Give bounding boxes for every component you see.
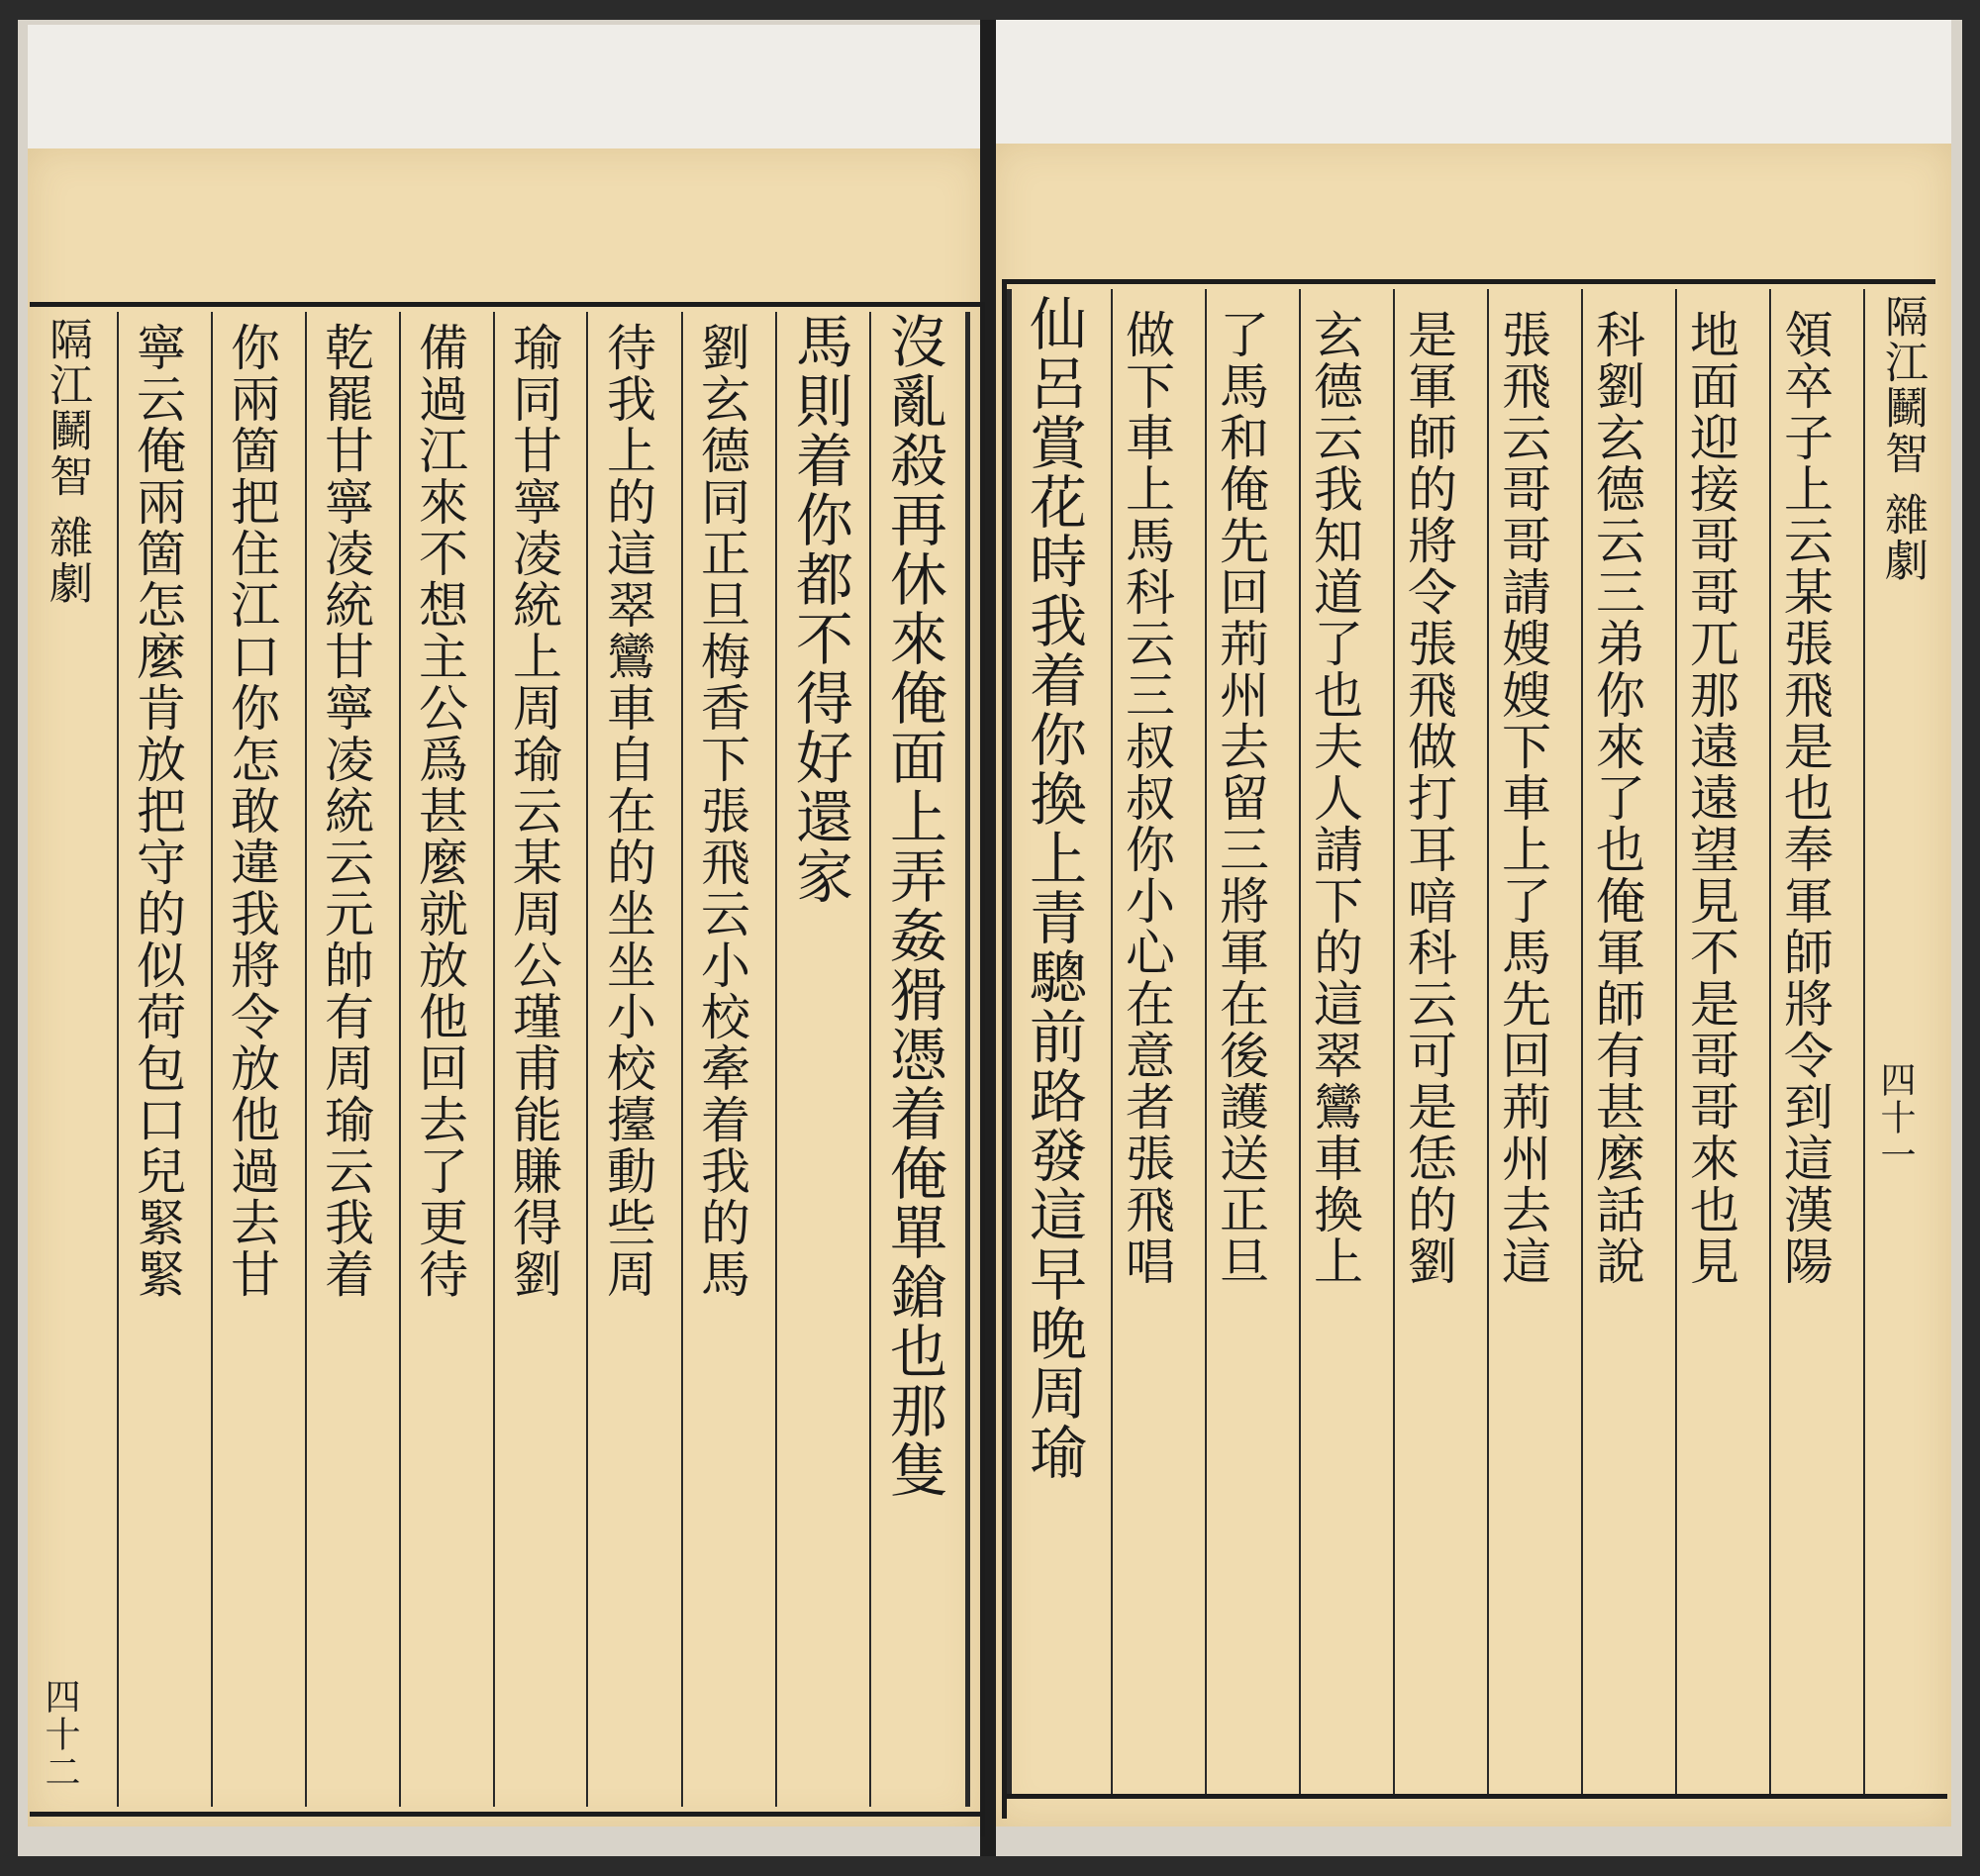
folio-number: 四十一 <box>1875 1061 1916 1174</box>
folio-number: 四十二 <box>40 1678 80 1791</box>
text-column <box>785 312 869 1807</box>
column-rule <box>1205 289 1207 1794</box>
left-page-top-margin <box>28 25 983 148</box>
column-rule <box>1487 289 1489 1794</box>
margin-title: 隔江鬭智 雜劇 <box>1877 294 1928 583</box>
column-text: 寧云俺兩箇怎麼肯放把守的似荷包口兒緊緊 <box>129 322 186 1300</box>
right-text-block <box>1007 289 1947 1794</box>
column-text: 是軍師的將令張飛做打耳喑科云可是恁的劉 <box>1400 309 1457 1287</box>
column-rule <box>681 312 683 1807</box>
column-rule <box>305 312 307 1807</box>
left-text-block <box>30 312 975 1807</box>
column-rule <box>1299 289 1301 1794</box>
text-column <box>597 312 681 1807</box>
text-column <box>1304 289 1391 1794</box>
column-text: 你兩箇把住江口你怎敢違我將令放他過去甘 <box>223 322 280 1300</box>
text-column <box>315 312 399 1807</box>
right-frame-bottom-rule <box>1002 1794 1947 1799</box>
column-text: 科劉玄德云三弟你來了也俺軍師有甚麼話說 <box>1588 309 1645 1287</box>
text-column <box>1586 289 1673 1794</box>
text-column <box>879 312 963 1807</box>
column-text: 待我上的這翠鸞車自在的坐坐小校擡動些周 <box>599 322 656 1300</box>
text-column <box>409 312 493 1807</box>
folio-column <box>1870 1061 1947 1794</box>
column-text: 仙呂賞花時我着你換上青驄前路發這早晚周瑜 <box>1020 294 1087 1482</box>
column-rule <box>399 312 401 1807</box>
column-text: 玄德云我知道了也夫人請下的這翠鸞車換上 <box>1306 309 1363 1287</box>
text-column <box>1210 289 1297 1794</box>
right-frame-left-rule <box>1007 289 1012 1794</box>
text-column <box>1398 289 1485 1794</box>
column-rule <box>1675 289 1677 1794</box>
column-rule <box>493 312 495 1807</box>
column-text: 地面迎接哥哥兀那遠遠望見不是哥哥來也見 <box>1682 309 1739 1287</box>
column-text: 劉玄德同正旦梅香下張飛云小校牽着我的馬 <box>693 322 750 1300</box>
text-column <box>1116 289 1203 1794</box>
column-text: 做下車上馬科云三叔叔你小心在意者張飛唱 <box>1118 309 1175 1287</box>
text-column <box>503 312 587 1807</box>
column-text: 領卒子上云某張飛是也奉軍師將令到這漢陽 <box>1776 309 1833 1287</box>
column-rule <box>1111 289 1113 1794</box>
column-text: 張飛云哥哥請嫂嫂下車上了馬先回荊州去這 <box>1494 309 1551 1287</box>
column-text: 備過江來不想主公爲甚麼就放他回去了更待 <box>411 322 468 1300</box>
column-rule <box>775 312 777 1807</box>
folio-column <box>35 1678 114 1807</box>
column-rule <box>1769 289 1771 1794</box>
column-rule <box>1393 289 1395 1794</box>
column-text: 馬則着你都不得好還家 <box>786 312 853 906</box>
left-frame-right-rule <box>965 312 970 1807</box>
text-column <box>127 312 211 1807</box>
text-column <box>1774 289 1861 1794</box>
text-column <box>221 312 305 1807</box>
column-text: 沒亂殺再休來俺面上弄姦猾憑着俺單鎗也那隻 <box>880 312 947 1500</box>
right-page-top-margin <box>993 20 1951 144</box>
column-text: 了馬和俺先回荊州去留三將軍在後護送正旦 <box>1212 309 1269 1287</box>
column-text: 乾罷甘寧凌統甘寧凌統云元帥有周瑜云我着 <box>317 322 374 1300</box>
column-text: 瑜同甘寧凌統上周瑜云某周公瑾甫能賺得劉 <box>505 322 562 1300</box>
left-frame-bottom-rule <box>30 1812 985 1817</box>
column-rule <box>869 312 871 1807</box>
column-rule <box>117 312 119 1807</box>
column-rule <box>1863 289 1865 1794</box>
column-rule <box>211 312 213 1807</box>
text-column <box>1680 289 1767 1794</box>
column-rule <box>1581 289 1583 1794</box>
margin-title: 隔江鬭智 雜劇 <box>42 317 92 606</box>
text-column <box>1492 289 1579 1794</box>
text-column <box>1019 289 1108 1794</box>
text-column <box>691 312 775 1807</box>
margin-title-column <box>35 312 114 1807</box>
